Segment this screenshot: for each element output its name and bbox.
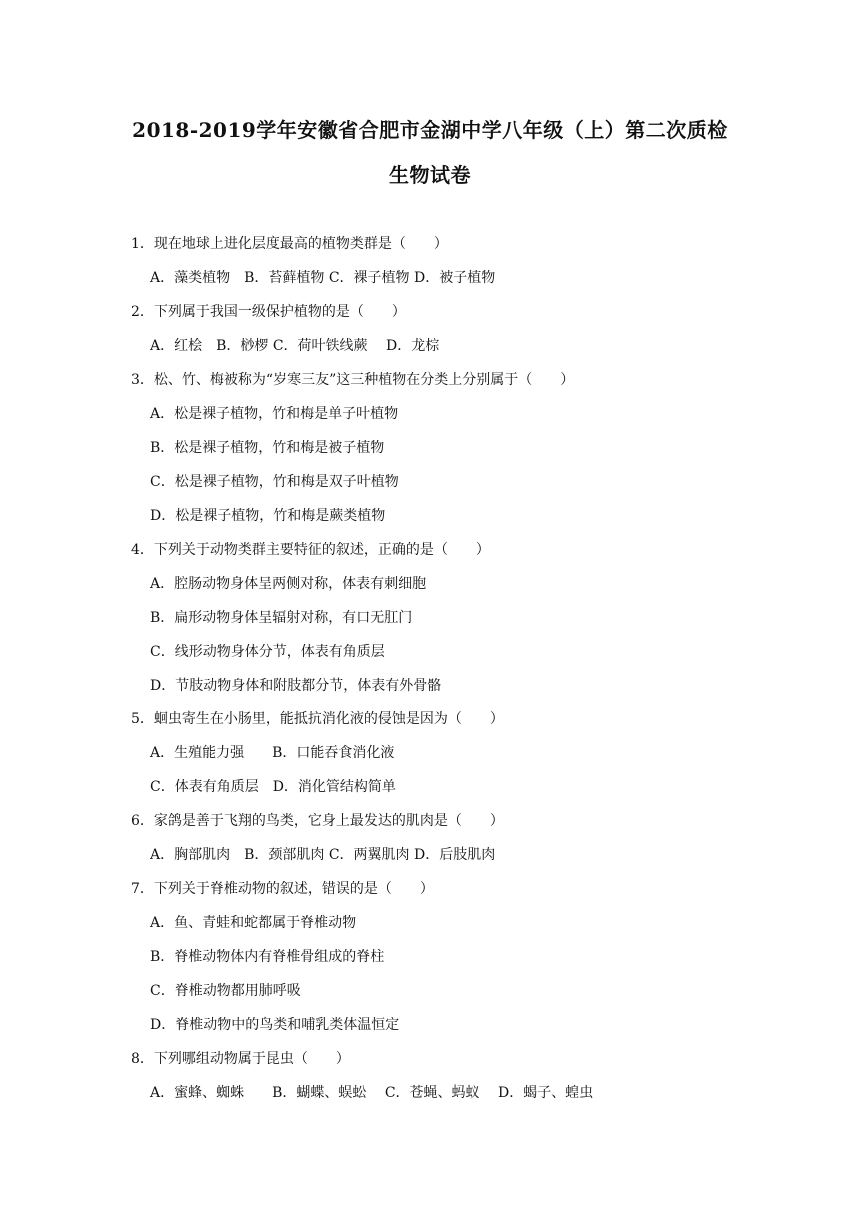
- question-stem: 1．现在地球上进化层度最高的植物类群是（ ）: [131, 236, 448, 252]
- question-option: D．松是裸子植物，竹和梅是蕨类植物: [150, 508, 386, 524]
- question-stem: 8．下列哪组动物属于昆虫（ ）: [131, 1051, 350, 1067]
- question-stem: 7．下列关于脊椎动物的叙述，错误的是（ ）: [131, 881, 434, 897]
- question-option: A．生殖能力强 B．口能吞食消化液: [150, 745, 395, 761]
- question-option: A．胸部肌肉 B．颈部肌肉 C．两翼肌肉 D．后肢肌肉: [150, 847, 496, 863]
- question-stem: 4．下列关于动物类群主要特征的叙述，正确的是（ ）: [131, 542, 490, 558]
- question-option: A．松是裸子植物，竹和梅是单子叶植物: [150, 406, 399, 422]
- exam-subtitle: 生物试卷: [389, 163, 471, 187]
- question-stem: 2．下列属于我国一级保护植物的是（ ）: [131, 304, 406, 320]
- question-option: A．腔肠动物身体呈两侧对称，体表有刺细胞: [150, 576, 427, 592]
- question-option: C．脊椎动物都用肺呼吸: [150, 983, 301, 999]
- question-option: C．松是裸子植物，竹和梅是双子叶植物: [150, 474, 399, 490]
- question-option: D．脊椎动物中的鸟类和哺乳类体温恒定: [150, 1017, 400, 1033]
- question-option: A．藻类植物 B．苔藓植物 C．裸子植物 D．被子植物: [150, 270, 496, 286]
- question-option: A．鱼、青蛙和蛇都属于脊椎动物: [150, 915, 357, 931]
- question-option: D．节肢动物身体和附肢都分节，体表有外骨骼: [150, 678, 442, 694]
- question-option: C．体表有角质层 D．消化管结构简单: [150, 779, 396, 795]
- question-option: B．松是裸子植物，竹和梅是被子植物: [150, 440, 385, 456]
- question-stem: 5．蛔虫寄生在小肠里，能抵抗消化液的侵蚀是因为（ ）: [131, 711, 504, 727]
- exam-title: 2018-2019学年安徽省合肥市金湖中学八年级（上）第二次质检: [132, 118, 728, 142]
- question-option: B．脊椎动物体内有脊椎骨组成的脊柱: [150, 949, 385, 965]
- question-option: C．线形动物身体分节，体表有角质层: [150, 644, 385, 660]
- question-stem: 6．家鸽是善于飞翔的鸟类，它身上最发达的肌肉是（ ）: [131, 813, 504, 829]
- question-option: A．红桧 B．桫椤 C．荷叶铁线蕨 D．龙棕: [150, 338, 440, 354]
- question-stem: 3．松、竹、梅被称为“岁寒三友”这三种植物在分类上分别属于（ ）: [131, 372, 575, 388]
- question-option: B．扁形动物身体呈辐射对称，有口无肛门: [150, 610, 413, 626]
- question-option: A．蜜蜂、蜘蛛 B．蝴蝶、蜈蚣 C．苍蝇、蚂蚁 D．蝎子、蝗虫: [150, 1085, 594, 1101]
